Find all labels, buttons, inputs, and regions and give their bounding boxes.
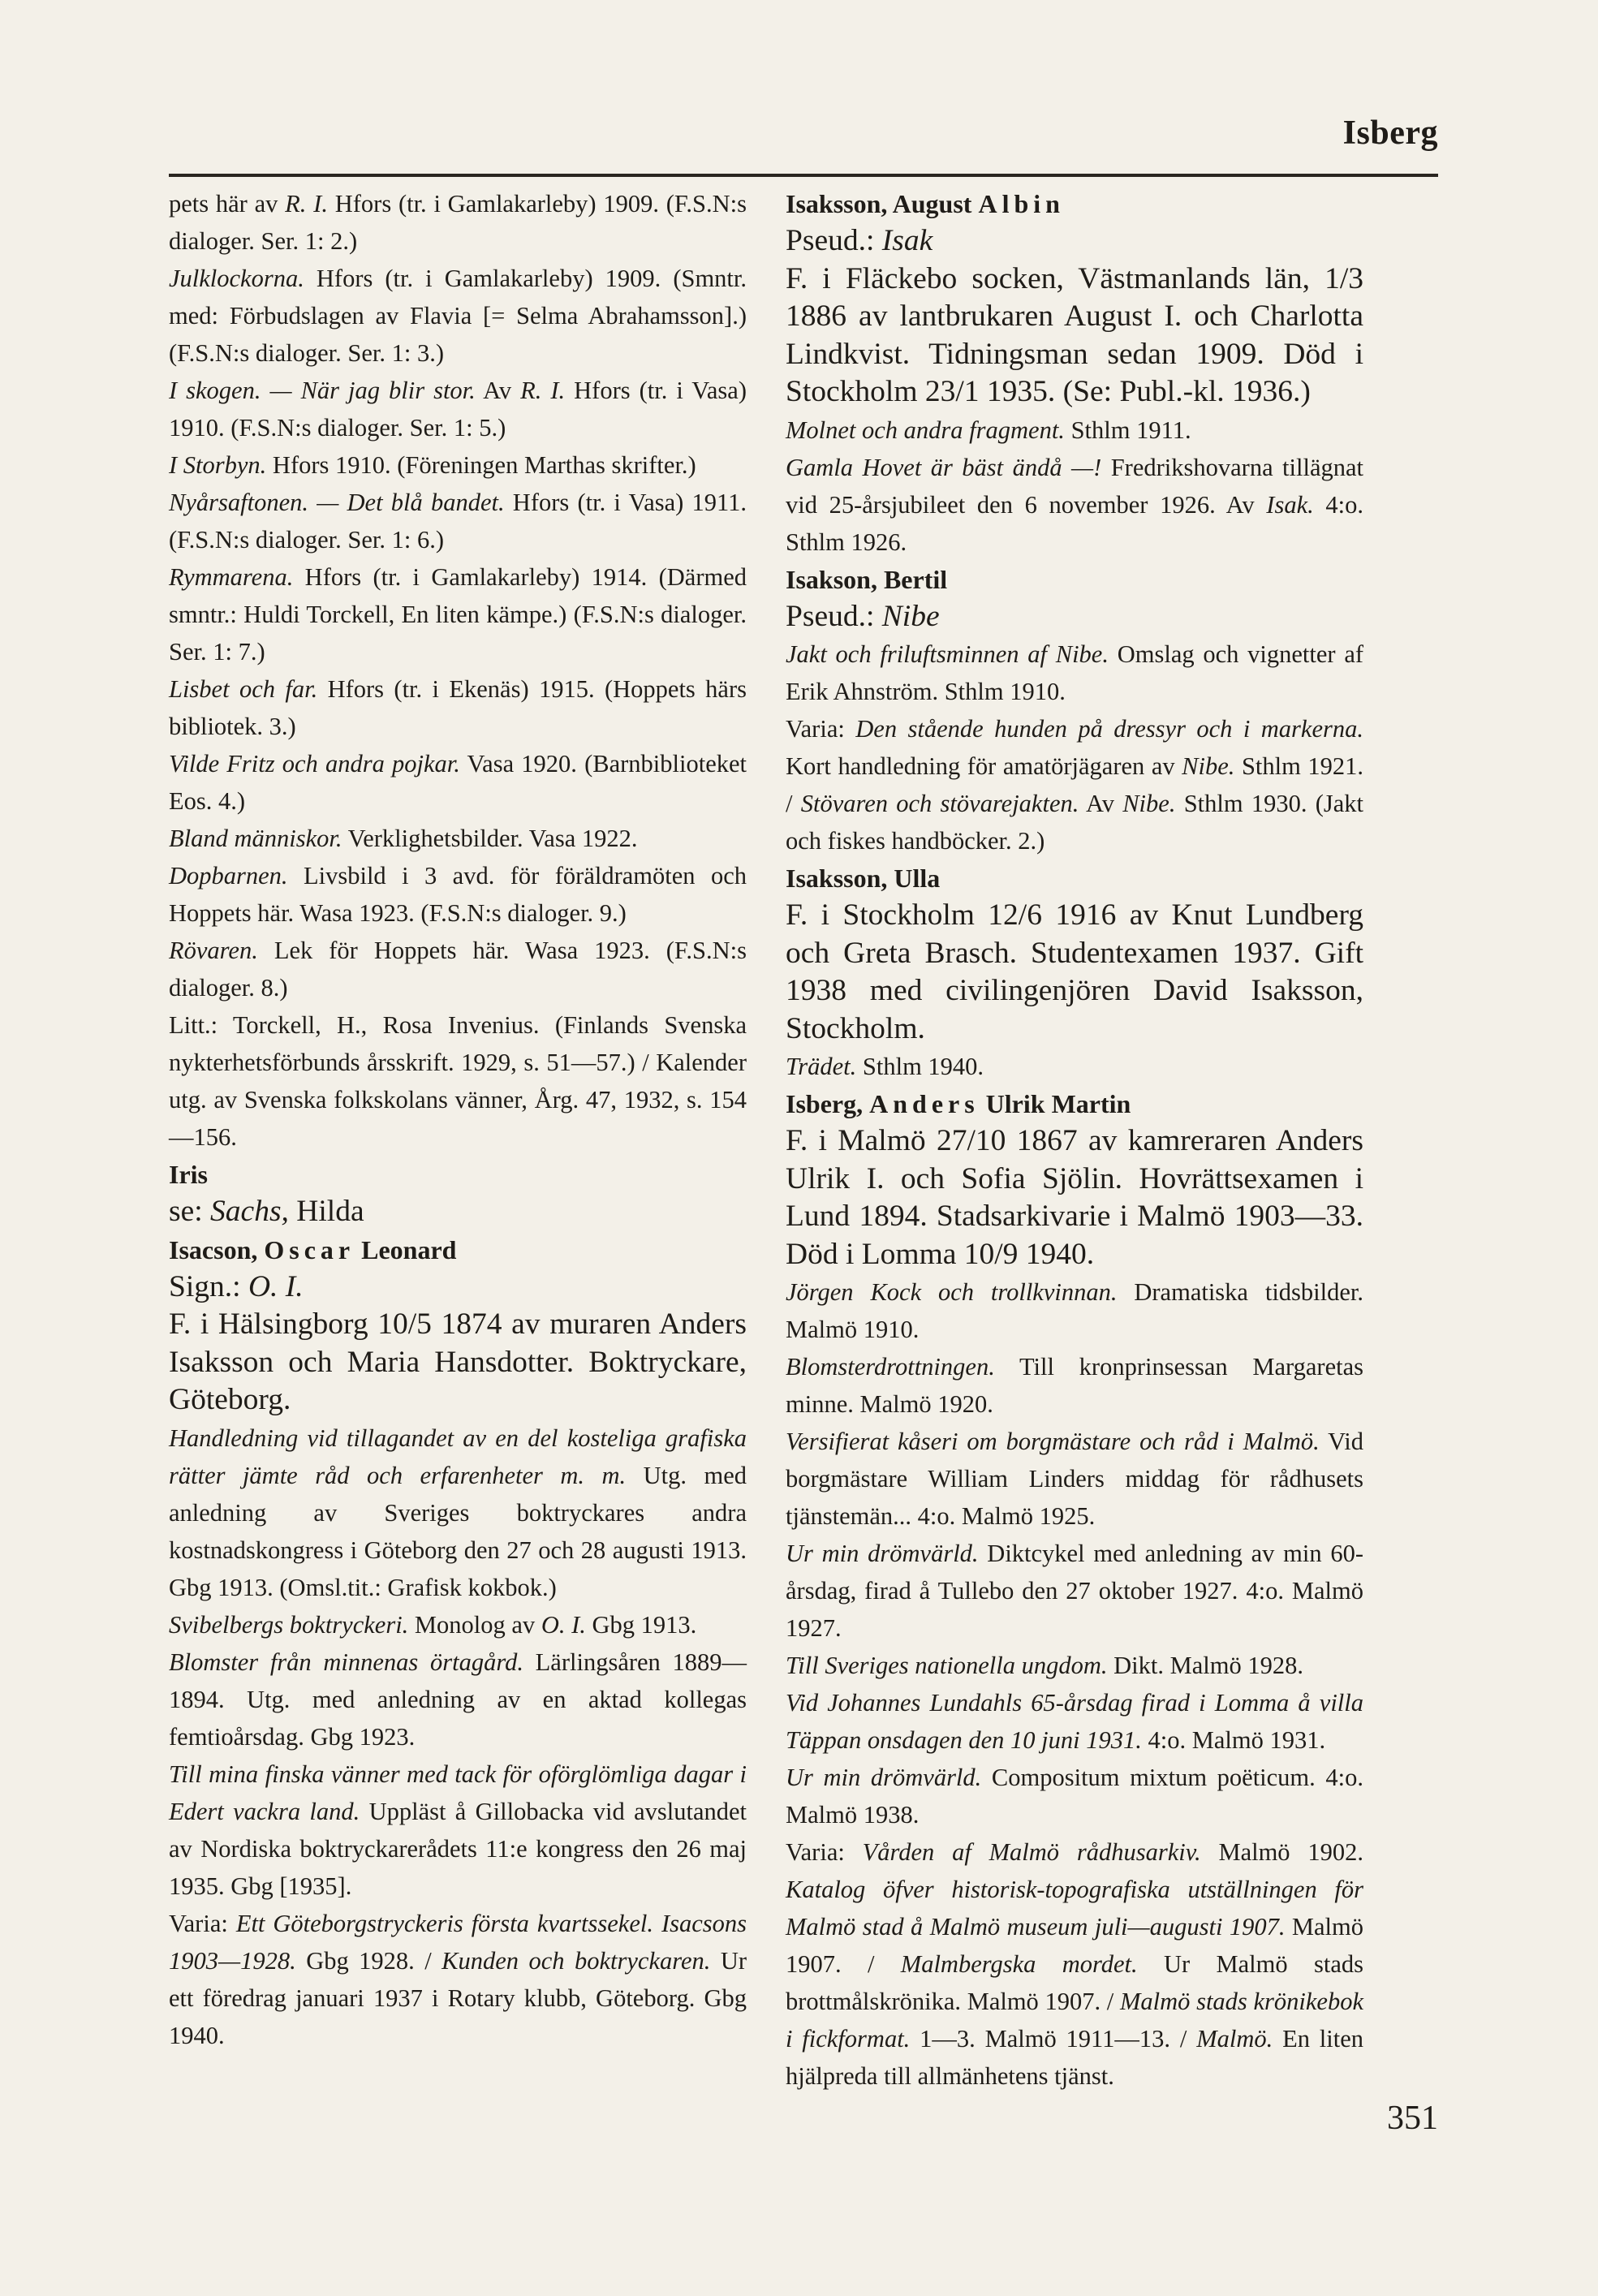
header-rule xyxy=(169,174,1438,177)
pseudonym-line: Pseud.: Isak xyxy=(786,224,933,257)
biography: F. i Stockholm 12/6 1916 av Knut Lundberg och Greta Brasch. Studentexamen 1937. Gift 1938 med civilingenjören David Isaksson, Stockholm. xyxy=(786,898,1363,1045)
work-item: I skogen. — När jag blir stor. Av R. I. Hfors (tr. i Vasa) 1910. (F.S.N:s dialoger. Ser. 1: 5.) xyxy=(169,377,747,442)
entry-heading-august-isaksson: Isaksson, August Albin xyxy=(786,189,1065,218)
entry-heading-isacson: Isacson, Oscar Leonard xyxy=(169,1234,457,1264)
work-item: Vid Johannes Lundahls 65-årsdag firad i Lomma å villa Täppan onsdagen den 10 juni 1931. 4:o. Malmö 1931. xyxy=(786,1689,1363,1754)
work-item: Gamla Hovet är bäst ändå —! Fredrikshovarna tillägnat vid 25-årsjubileet den 6 november 1926. Av Isak. 4:o. Sthlm 1926. xyxy=(786,453,1363,556)
entry-heading-iris: Iris xyxy=(169,1160,208,1189)
work-item: Blomsterdrottningen. Till kronprinsessan Margaretas minne. Malmö 1920. xyxy=(786,1353,1363,1418)
work-item: Jörgen Kock och trollkvinnan. Dramatiska tidsbilder. Malmö 1910. xyxy=(786,1278,1363,1343)
entry-heading-ulla-isaksson: Isaksson, Ulla xyxy=(786,864,941,893)
work-item: Rymmarena. Hfors (tr. i Gamlakarleby) 1914. (Därmed smntr.: Huldi Torckell, En liten kämpe.) (F.S.N:s dialoger. Ser. 1: 7.) xyxy=(169,563,747,666)
work-item: Ur min drömvärld. Diktcykel med anledning av min 60-årsdag, firad å Tullebo den 27 oktober 1927. 4:o. Malmö 1927. xyxy=(786,1540,1363,1642)
work-item: Rövaren. Lek för Hoppets här. Wasa 1923. (F.S.N:s dialoger. 8.) xyxy=(169,937,747,1002)
work-item: Julklockorna. Hfors (tr. i Gamlakarleby) 1909. (Smntr. med: Förbudslagen av Flavia [= Selma Abrahamsson].) (F.S.N:s dialoger. Ser. 1: 3.) xyxy=(169,265,747,367)
varia: Varia: Ett Göteborgstryckeris första kvartssekel. Isacsons 1903—1928. Gbg 1928. / Kunden och boktryckaren. Ur ett föredrag januari 1937 i Rotary klubb, Göteborg. Gbg 1940. xyxy=(169,1909,747,2049)
varia: Varia: Den stående hunden på dressyr och i markerna. Kort handledning för amatörjägaren av Nibe. Sthlm 1921. / Stövaren och stövarejakten. Av Nibe. Sthlm 1930. (Jakt och fiskes handböcker. 2.) xyxy=(786,715,1364,855)
work-item: Handledning vid tillagandet av en del kosteliga grafiska rätter jämte råd och erfarenheter m. m. Utg. med anledning av Sveriges boktryckares andra kostnadskongress i Göteborg den 27 och 28 augusti 1913. Gbg 1913. (Omsl.tit.: Grafisk kokbok.) xyxy=(169,1424,747,1601)
work-item: I Storbyn. Hfors 1910. (Föreningen Marthas skrifter.) xyxy=(169,451,696,479)
work-item: Dopbarnen. Livsbild i 3 avd. för föräldramöten och Hoppets här. Wasa 1923. (F.S.N:s dialoger. 9.) xyxy=(169,862,747,927)
cross-reference: se: Sachs, Hilda xyxy=(169,1195,364,1228)
work-item: Till Sveriges nationella ungdom. Dikt. Malmö 1928. xyxy=(786,1652,1303,1679)
work-item: Nyårsaftonen. — Det blå bandet. Hfors (tr. i Vasa) 1911. (F.S.N:s dialoger. Ser. 1: 6.) xyxy=(169,489,747,554)
signature-line: Sign.: O. I. xyxy=(169,1269,304,1303)
work-item: Svibelbergs boktryckeri. Monolog av O. I. Gbg 1913. xyxy=(169,1610,697,1639)
work-item: Jakt och friluftsminnen af Nibe. Omslag och vignetter af Erik Ahnström. Sthlm 1910. xyxy=(786,640,1364,705)
entry-heading-bertil-isakson: Isakson, Bertil xyxy=(786,564,948,594)
work-item: Till mina finska vänner med tack för oförglömliga dagar i Edert vackra land. Uppläst å Gillobacka vid avslutandet av Nordiska boktryckarerådets 11:e kongress den 26 maj 1935. Gbg [1935]. xyxy=(169,1760,747,1900)
work-item: Vilde Fritz och andra pojkar. Vasa 1920. (Barnbiblioteket Eos. 4.) xyxy=(169,750,747,815)
pseudonym-line: Pseud.: Nibe xyxy=(786,599,940,633)
work-item: Versifierat kåseri om borgmästare och råd i Malmö. Vid borgmästare William Linders middag för rådhusets tjänstemän... 4:o. Malmö 1925. xyxy=(786,1428,1363,1530)
biography: F. i Malmö 27/10 1867 av kamreraren Anders Ulrik I. och Sofia Sjölin. Hovrättsexamen i Lund 1894. Stadsarkivarie i Malmö 1903—33. Död i Lomma 10/9 1940. xyxy=(786,1124,1363,1271)
work-item: Lisbet och far. Hfors (tr. i Ekenäs) 1915. (Hoppets härs bibliotek. 3.) xyxy=(169,675,747,740)
biography: F. i Hälsingborg 10/5 1874 av muraren Anders Isaksson och Maria Hansdotter. Boktryckare, Göteborg. xyxy=(169,1307,747,1416)
work-item: Trädet. Sthlm 1940. xyxy=(786,1053,984,1080)
page-number: 351 xyxy=(1387,2100,1438,2137)
entry-continuation: pets här av R. I. Hfors (tr. i Gamlakarleby) 1909. (F.S.N:s dialoger. Ser. 1: 2.) xyxy=(169,190,747,255)
right-column xyxy=(786,185,1363,2095)
entry-heading-isberg: Isberg, Anders Ulrik Martin xyxy=(786,1089,1131,1118)
work-item: Molnet och andra fragment. Sthlm 1911. xyxy=(786,416,1191,444)
varia: Varia: Vården af Malmö rådhusarkiv. Malmö 1902. Katalog öfver historisk-topografiska utställningen för Malmö stad å Malmö museum juli—augusti 1907. Malmö 1907. / Malmbergska mordet. Ur Malmö stads brottmålskrönika. Malmö 1907. / Malmö stads krönikebok i fickformat. 1—3. Malmö 1911—13. / Malmö. En liten hjälpreda till allmänhetens tjänst. xyxy=(786,1838,1364,2090)
work-item: Ur min drömvärld. Compositum mixtum poëticum. 4:o. Malmö 1938. xyxy=(786,1764,1363,1829)
biography: F. i Fläckebo socken, Västmanlands län, 1/3 1886 av lantbrukaren August I. och Charlotta Lindkvist. Tidningsman sedan 1909. Död i Stockholm 23/1 1935. (Se: Publ.-kl. 1936.) xyxy=(786,261,1363,408)
literature-note: Litt.: Torckell, H., Rosa Invenius. (Finlands Svenska nykterhetsförbunds årsskrift. 1929, s. 51—57.) / Kalender utg. av Svenska folkskolans vänner, Årg. 47, 1932, s. 154—156. xyxy=(169,1011,747,1151)
left-column xyxy=(169,185,747,2054)
work-item: Blomster från minnenas örtagård. Lärlingsåren 1889—1894. Utg. med anledning av en aktad kollegas femtioårsdag. Gbg 1923. xyxy=(169,1648,747,1751)
work-item: Bland människor. Verklighetsbilder. Vasa 1922. xyxy=(169,825,638,852)
running-head: Isberg xyxy=(1342,114,1438,152)
